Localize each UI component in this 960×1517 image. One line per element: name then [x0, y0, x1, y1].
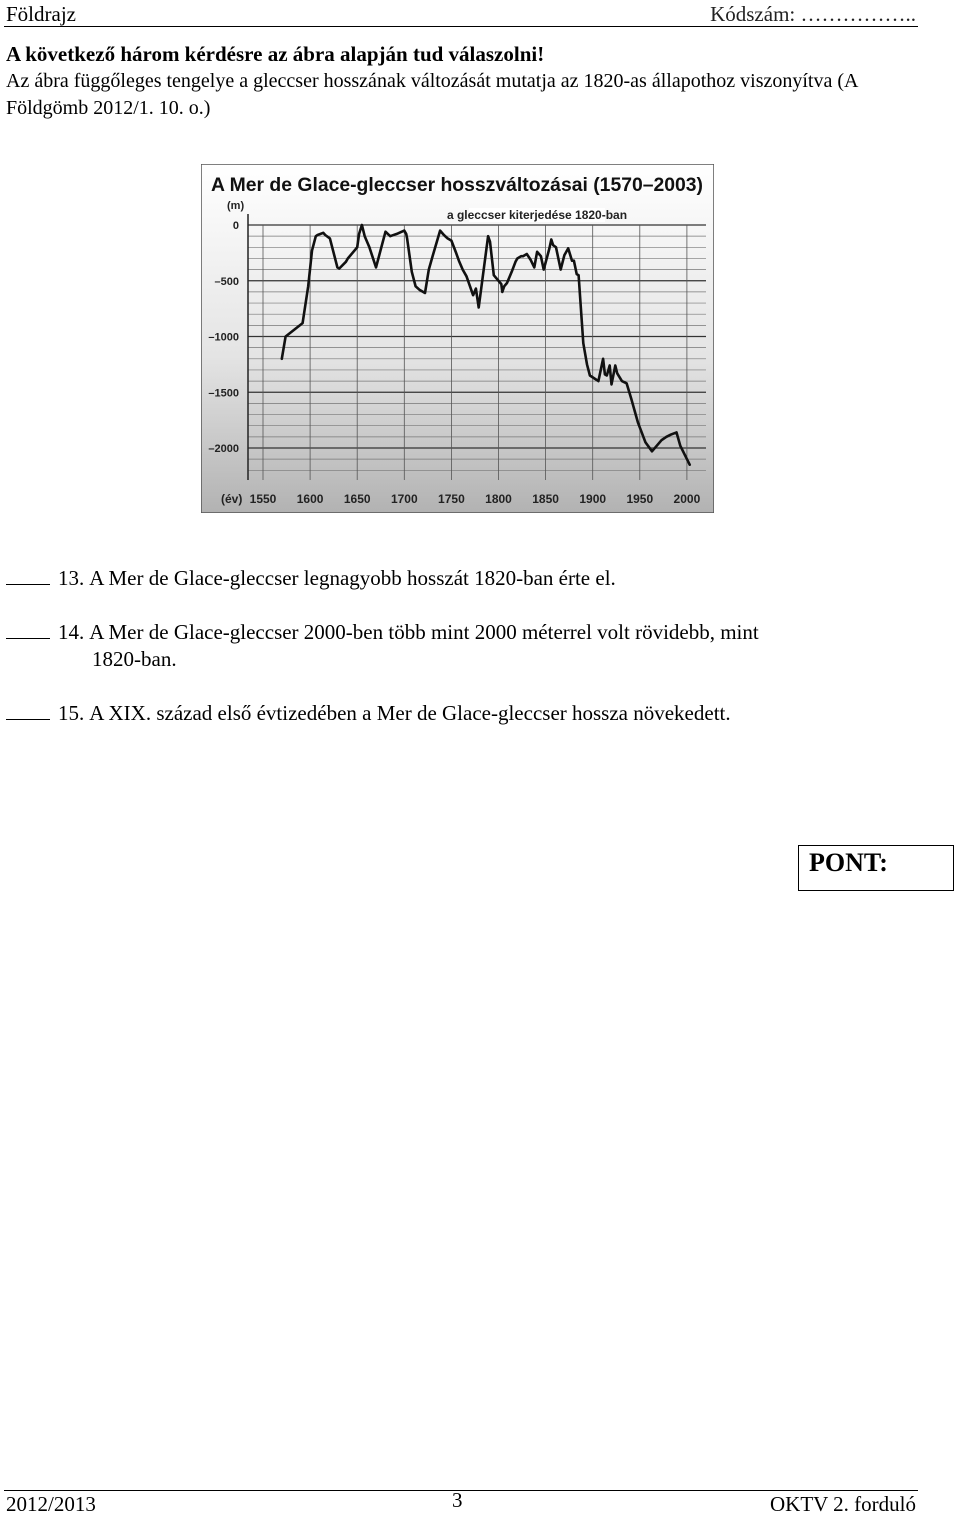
x-tick-label: 2000: [673, 492, 701, 506]
y-tick-label: –500: [214, 275, 239, 288]
question-number: 13.: [58, 566, 85, 590]
question-13: [6, 565, 616, 592]
instruction-heading: A következő három kérdésre az ábra alapján tud válaszolni!: [6, 42, 545, 66]
subject-label: Földrajz: [6, 2, 76, 26]
x-tick-label: 1550: [249, 492, 277, 506]
y-tick-label: –1000: [208, 331, 239, 344]
question-number: 15.: [58, 701, 85, 725]
page-header: [0, 0, 960, 28]
score-label: PONT:: [809, 848, 888, 877]
y-tick-label: 0: [232, 220, 239, 232]
x-tick-label: 1950: [626, 492, 654, 506]
x-tick-label: 1600: [296, 492, 324, 506]
footer-round: OKTV 2. forduló: [769, 1492, 916, 1516]
question-number: 14.: [58, 620, 85, 644]
x-tick-label: 1900: [579, 492, 607, 506]
y-tick-label: –1500: [208, 387, 239, 400]
question-15: [6, 700, 731, 727]
x-tick-label: 1750: [438, 492, 465, 506]
header-rule: [4, 26, 918, 27]
glacier-chart: [201, 164, 714, 513]
x-tick-label: 1850: [532, 492, 559, 506]
chart-title: A Mer de Glace-gleccser hosszváltozásai (1570–2003): [211, 175, 703, 196]
x-tick-label: 1800: [485, 492, 512, 506]
x-tick-label: 1700: [390, 492, 418, 506]
x-tick-label: 1650: [343, 492, 371, 506]
code-label: Kódszám: ……………..: [710, 2, 916, 26]
x-axis-unit: (év): [221, 492, 243, 506]
score-box[interactable]: [798, 845, 954, 891]
y-tick-label: –2000: [208, 443, 239, 455]
question-text: A Mer de Glace-gleccser legnagyobb hosszát 1820-ban érte el.: [89, 566, 616, 590]
question-14: [6, 619, 759, 673]
answer-blank[interactable]: [6, 584, 50, 585]
footer-year: 2012/2013: [6, 1492, 96, 1516]
annotation-label: a gleccser kiterjedése 1820-ban: [446, 208, 628, 222]
y-axis-unit: (m): [227, 200, 245, 212]
answer-blank[interactable]: [6, 719, 50, 720]
chart-svg: [201, 164, 714, 513]
answer-blank[interactable]: [6, 638, 50, 639]
question-text-cont: 1820-ban.: [92, 647, 177, 671]
question-text: A XIX. század első évtizedében a Mer de Glace-gleccser hossza növekedett.: [89, 701, 731, 725]
question-text: A Mer de Glace-gleccser 2000-ben több mint 2000 méterrel volt rövidebb, mint: [89, 620, 759, 644]
instruction-text: Az ábra függőleges tengelye a gleccser hosszának változását mutatja az 1820-as állapothoz viszonyítva (A Földgömb 2012/1. 10. o.): [6, 70, 858, 119]
page-number: 3: [452, 1488, 463, 1512]
